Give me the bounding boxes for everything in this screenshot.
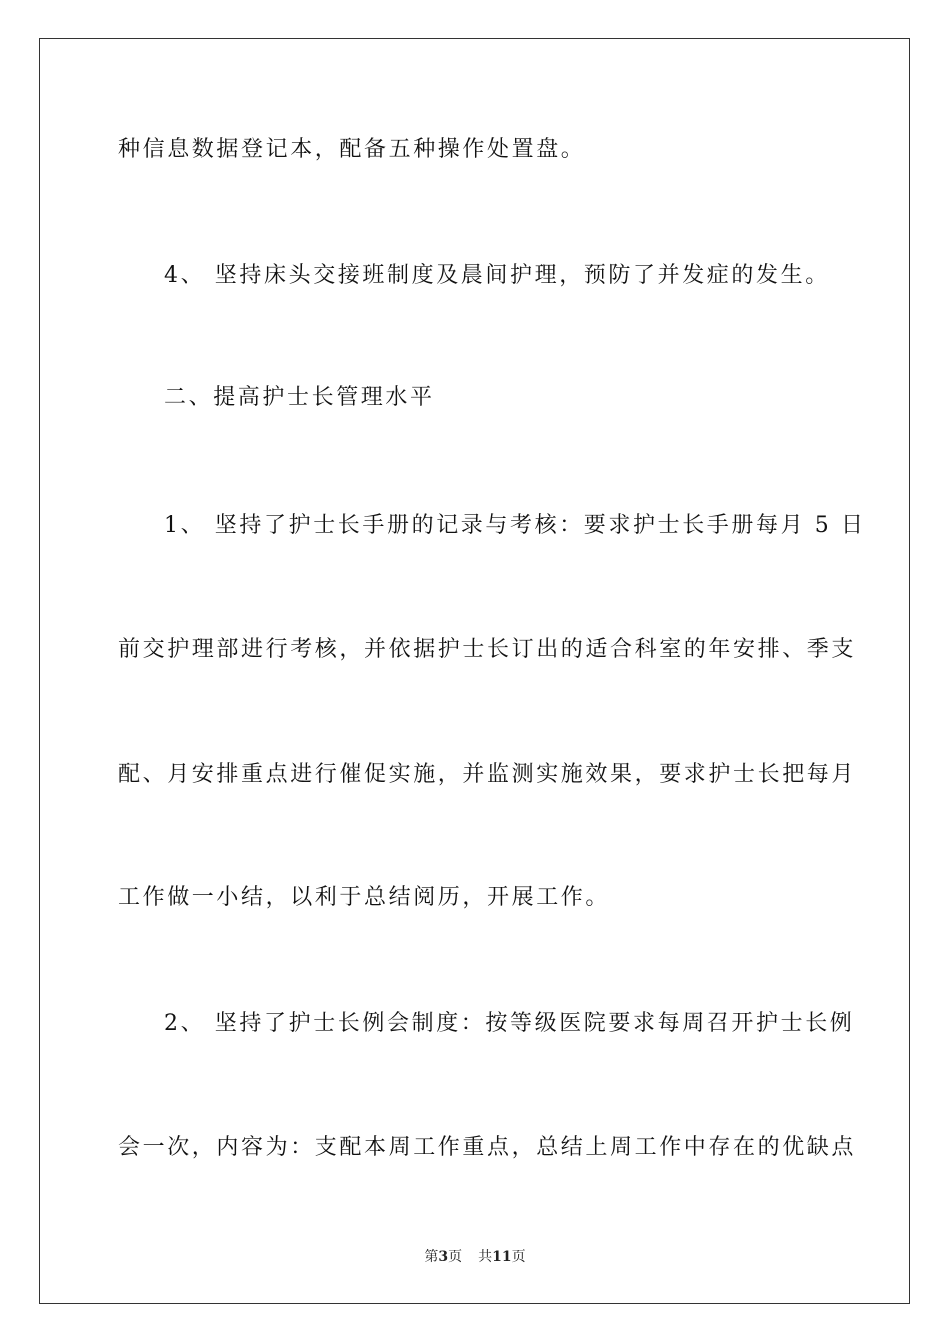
paragraph-line-1: 种信息数据登记本，配备五种操作处置盘。 bbox=[118, 137, 586, 162]
section-heading: 二、提高护士长管理水平 bbox=[164, 385, 435, 410]
paragraph-line-8: 2、 坚持了护士长例会制度：按等级医院要求每周召开护士长例 bbox=[164, 1011, 855, 1036]
paragraph-line-9: 会一次，内容为：支配本周工作重点，总结上周工作中存在的优缺点 bbox=[118, 1135, 857, 1160]
total-suffix: 页 bbox=[511, 1249, 526, 1265]
paragraph-line-7: 工作做一小结，以利于总结阅历，开展工作。 bbox=[118, 885, 611, 910]
paragraph-line-6: 配、月安排重点进行催促实施，并监测实施效果，要求护士长把每月 bbox=[118, 762, 857, 787]
page-footer bbox=[0, 1248, 950, 1266]
paragraph-line-4: 1、 坚持了护士长手册的记录与考核：要求护士长手册每月 5 日 bbox=[164, 513, 866, 538]
total-pages: 11 bbox=[492, 1249, 512, 1265]
page-number: 3 bbox=[438, 1249, 449, 1265]
total-prefix: 共 bbox=[478, 1249, 493, 1265]
page-border bbox=[39, 38, 910, 1304]
paragraph-line-2: 4、 坚持床头交接班制度及晨间护理，预防了并发症的发生。 bbox=[164, 263, 830, 288]
page-suffix: 页 bbox=[448, 1249, 463, 1265]
page-prefix: 第 bbox=[424, 1249, 439, 1265]
paragraph-line-5: 前交护理部进行考核，并依据护士长订出的适合科室的年安排、季支 bbox=[118, 637, 857, 662]
